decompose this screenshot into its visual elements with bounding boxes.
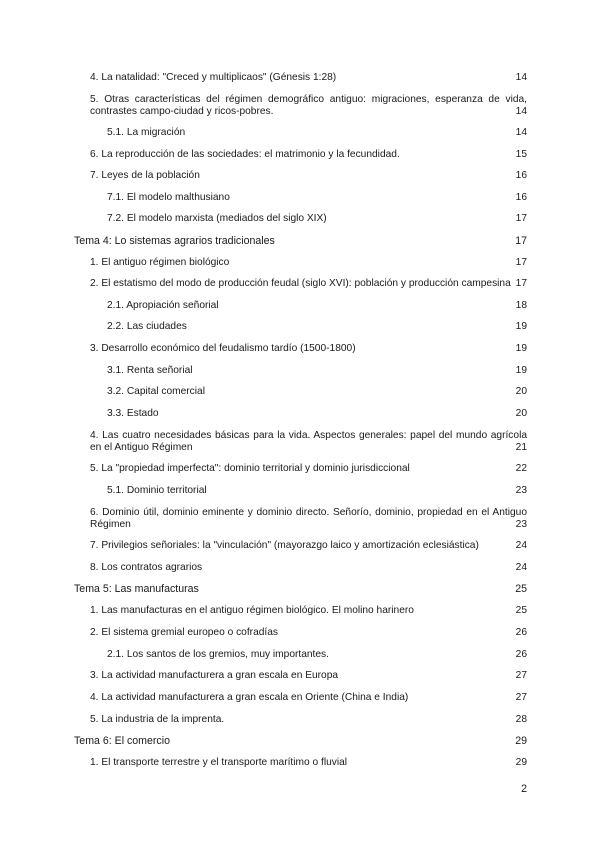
toc-entry-page: 24	[515, 540, 527, 551]
toc-entry-title: 7.1. El modelo malthusiano	[107, 192, 230, 203]
toc-entry-title: 5. La "propiedad imperfecta": dominio territorial y dominio jurisdiccional	[90, 463, 410, 474]
toc-entry-title: 4. La natalidad: "Creced y multiplicaos" (Génesis 1:28)	[90, 72, 337, 83]
toc-entry-page: 29	[515, 757, 527, 768]
toc-entry-page: 17	[515, 278, 527, 289]
toc-entry-title: 2. El estatismo del modo de producción feudal (siglo XVI): población y producción campesina	[90, 278, 511, 289]
toc-entry-title: 3.3. Estado	[107, 408, 159, 419]
toc-entry-page: 29	[515, 735, 527, 747]
toc-entry-page: 15	[515, 149, 527, 160]
toc-entry-page: 16	[515, 192, 527, 203]
toc-entry-page: 27	[515, 692, 527, 703]
toc-entry-title: Tema 6: El comercio	[74, 735, 170, 747]
toc-entry-title: 1. El antiguo régimen biológico	[90, 257, 230, 268]
toc-entry-title: 4. La actividad manufacturera a gran escala en Oriente (China e India)	[90, 692, 409, 703]
toc-entry-page: 19	[515, 365, 527, 376]
toc-entry-page: 17	[515, 235, 527, 247]
toc-entry-title: 6. La reproducción de las sociedades: el matrimonio y la fecundidad.	[90, 149, 400, 160]
toc-entry-title: 6. Dominio útil, dominio eminente y dominio directo. Señorío, dominio, propiedad en el Antiguo Régimen	[90, 507, 527, 530]
page-number: 2	[521, 783, 527, 795]
toc-entry-title: 8. Los contratos agrarios	[90, 562, 203, 573]
toc-entry-title: 5.1. Dominio territorial	[107, 485, 207, 496]
toc-entry-title: 2.1. Apropiación señorial	[107, 300, 219, 311]
toc-entry-title: Tema 5: Las manufacturas	[74, 583, 199, 595]
toc-entry-title: 7. Privilegios señoriales: la "vinculación" (mayorazgo laico y amortización eclesiástica)	[90, 540, 479, 551]
toc-entry-page: 27	[515, 670, 527, 681]
toc-entry-page: 14	[515, 127, 527, 138]
toc-entry-page: 16	[515, 170, 527, 181]
toc-entry-title: 5. Otras características del régimen demográfico antiguo: migraciones, esperanza de vida, contrastes campo-ciudad y ricos-pobres.	[90, 94, 527, 117]
toc-entry-title: 5.1. La migración	[107, 127, 186, 138]
toc-entry-title: 7. Leyes de la población	[90, 170, 200, 181]
toc-entry-title: 3. Desarrollo económico del feudalismo tardío (1500-1800)	[90, 343, 356, 354]
toc-entry-title: 2. El sistema gremial europeo o cofradías	[90, 627, 278, 638]
toc-entry-page: 26	[515, 627, 527, 638]
toc-entry-page: 24	[515, 562, 527, 573]
toc-entry-title: 4. Las cuatro necesidades básicas para la vida. Aspectos generales: papel del mundo agrícola en el Antiguo Régimen	[90, 430, 527, 453]
toc-entry-page: 23	[515, 485, 527, 496]
toc-entry-page: 19	[515, 321, 527, 332]
toc-entry-page: 28	[515, 714, 527, 725]
toc-entry-page: 23	[515, 519, 527, 530]
toc-entry-title: 1. El transporte terrestre y el transporte marítimo o fluvial	[90, 757, 348, 768]
toc-entry-title: 7.2. El modelo marxista (mediados del siglo XIX)	[107, 213, 327, 224]
toc-entry-page: 26	[515, 649, 527, 660]
toc-entry-page: 17	[515, 257, 527, 268]
toc-entry-title: 5. La industria de la imprenta.	[90, 714, 225, 725]
toc-entry-page: 21	[515, 442, 527, 453]
toc-entry-title: 2.2. Las ciudades	[107, 321, 187, 332]
toc-entry-page: 18	[515, 300, 527, 311]
toc-entry-page: 20	[515, 386, 527, 397]
toc-entry-title: 3. La actividad manufacturera a gran escala en Europa	[90, 670, 339, 681]
toc-entry-page: 19	[515, 343, 527, 354]
toc-entry-title: 1. Las manufacturas en el antiguo régimen biológico. El molino harinero	[90, 605, 414, 616]
toc-entry-page: 25	[515, 605, 527, 616]
toc-entry-title: 3.2. Capital comercial	[107, 386, 205, 397]
toc-entry-page: 20	[515, 408, 527, 419]
toc-entry-page: 14	[515, 106, 527, 117]
toc-entry-page: 25	[515, 583, 527, 595]
toc-entry-title: 2.1. Los santos de los gremios, muy importantes.	[107, 649, 329, 660]
toc-entry-title: 3.1. Renta señorial	[107, 365, 193, 376]
toc-entry-page: 22	[515, 463, 527, 474]
toc-entry-page: 14	[515, 72, 527, 83]
toc-entry-title: Tema 4: Lo sistemas agrarios tradicionales	[74, 235, 275, 247]
toc-entry-page: 17	[515, 213, 527, 224]
